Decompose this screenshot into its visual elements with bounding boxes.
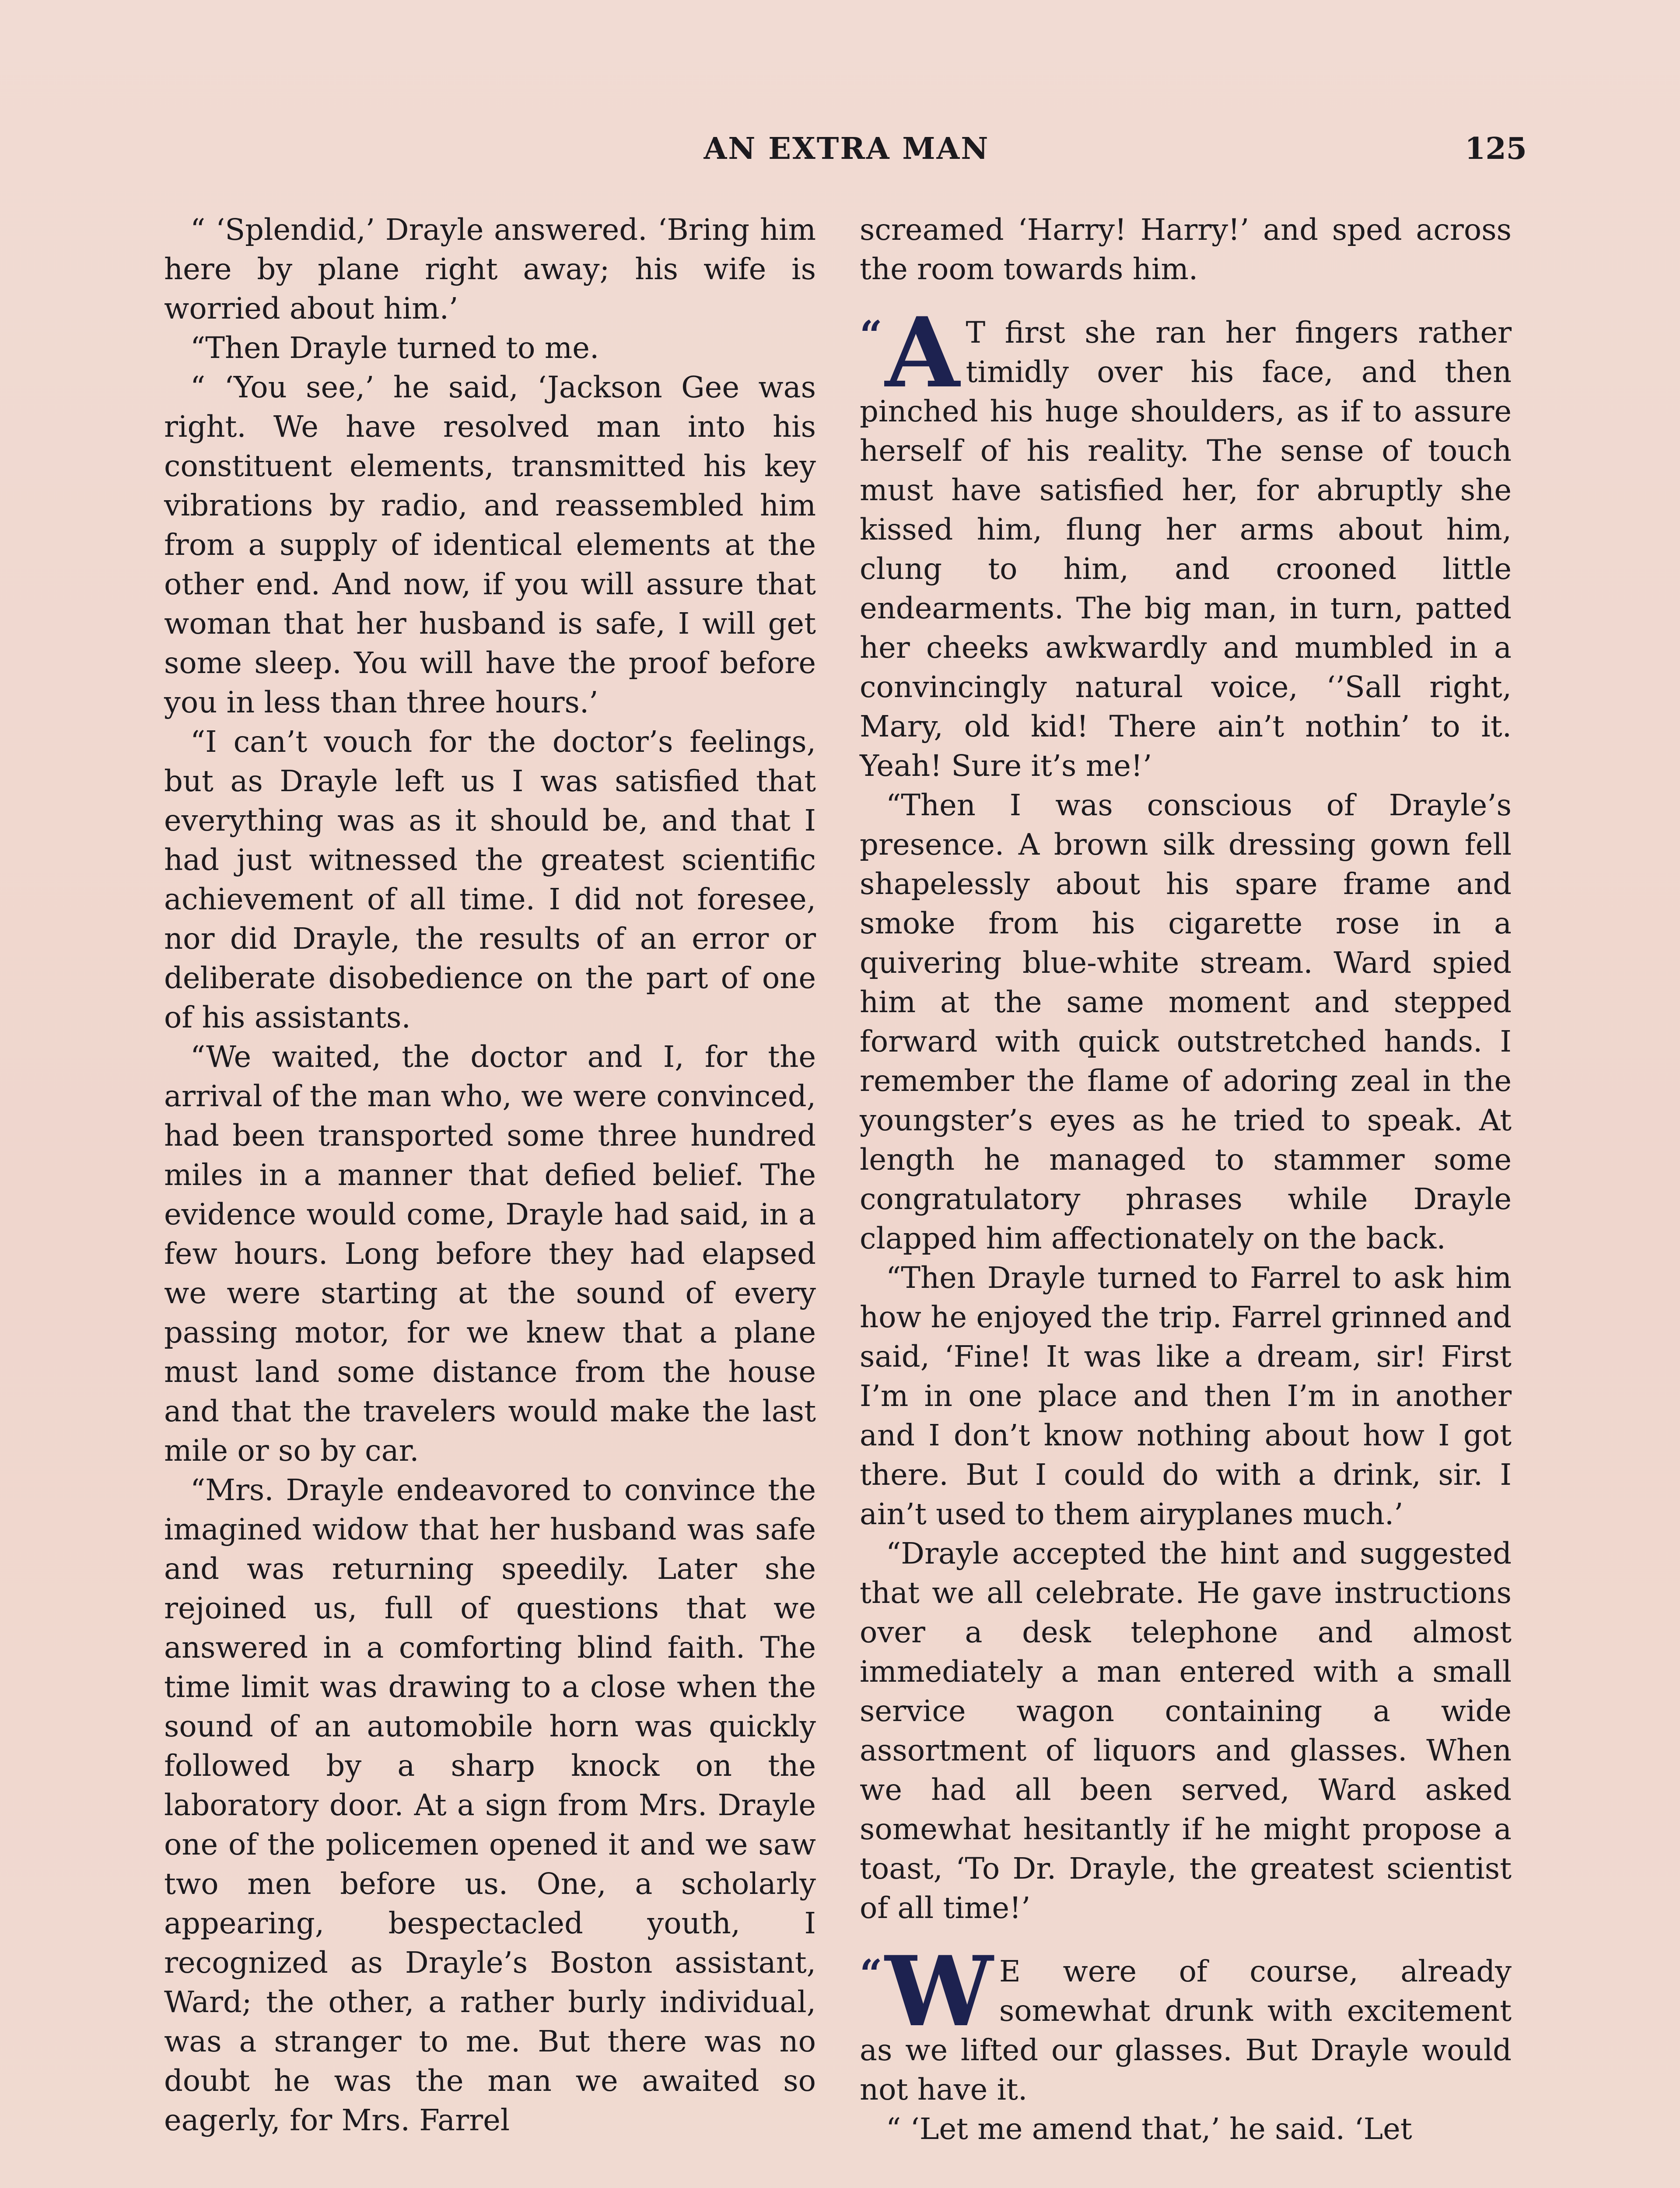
paragraph: “ ‘Splendid,’ Drayle answered. ‘Bring him here by plane right away; his wife is worried about him.’ <box>164 213 816 326</box>
section-opening-text: E were of course, already somewhat drunk with excitement as we lifted our glasses. But Drayle would not have it. <box>860 1954 1512 2107</box>
continued-paragraph: screamed ‘Harry! Harry!’ and sped across the room towards him. <box>860 213 1512 286</box>
running-header <box>166 131 1527 179</box>
paragraph: “ ‘You see,’ he said, ‘Jackson Gee was right. We have resolved man into his constituent elements, transmitted his key vibrations by radio, and reassembled him from a supply of identical elements at the other end. And now, if you will assure that woman that her husband is safe, I will get some sleep. You will have the proof before you in less than three hours.’ <box>164 370 816 719</box>
paragraph: “Mrs. Drayle endeavored to convince the imagined widow that her husband was safe and was returning speedily. Later she rejoined us, full of questions that we answered in a comforting blind faith. The time limit was drawing to a close when the sound of an automobile horn was quickly followed by a sharp knock on the laboratory door. At a sign from Mrs. Drayle one of the policemen opened it and we saw two men before us. One, a scholarly appearing, bespectacled youth, I recognized as Drayle’s Boston assistant, Ward; the other, a rather burly individual, was a stranger to me. But there was no doubt he was the man we awaited so eagerly, for Mrs. Farrel <box>164 1473 816 2137</box>
paragraph: “Then I was conscious of Drayle’s presence. A brown silk dressing gown fell shapelessly about his spare frame and smoke from his cigarette rose in a quivering blue-white stream. Ward spied him at the same moment and stepped forward with quick outstretched hands. I remember the flame of adoring zeal in the youngster’s eyes as he tried to speak. At length he managed to stammer some congratulatory phrases while Drayle clapped him affectionately on the back. <box>860 788 1512 1255</box>
drop-cap-letter: A <box>885 296 960 409</box>
section-opening-paragraph <box>860 1935 1512 2109</box>
paragraph: “I can’t vouch for the doctor’s feelings, but as Drayle left us I was satisfied that everything was as it should be, and that I had just witnessed the greatest scientific achievement of all time. I did not foresee, nor did Drayle, the results of an error or deliberate disobedience on the part of one of his assistants. <box>164 725 816 1034</box>
paragraph: “ ‘Let me amend that,’ he said. ‘Let <box>886 2112 1412 2146</box>
running-title: AN EXTRA MAN <box>704 131 990 166</box>
paragraph: “Then Drayle turned to me. <box>190 331 599 365</box>
drop-cap-letter: W <box>885 1935 993 2048</box>
paragraph: “Drayle accepted the hint and suggested that we all celebrate. He gave instructions over a desk telephone and almost immediately a man entered with a small service wagon containing a wide assortment of liquors and glasses. When we had all been served, Ward asked somewhat hesitantly if he might propose a toast, ‘To Dr. Drayle, the greatest scientist of all time!’ <box>860 1536 1512 1925</box>
left-column <box>164 210 816 2140</box>
page-number: 125 <box>1465 131 1527 166</box>
drop-cap: “A <box>860 296 960 409</box>
drop-cap: “W <box>860 1935 993 2048</box>
section-opening-text: T first she ran her fingers rather timidly over his face, and then pinched his huge shoulders, as if to assure herself of his reality. The sense of touch must have satisfied her, for abruptly she kissed him, flung her arms about him, clung to him, and crooned little endearments. The big man, in turn, patted her cheeks awkwardly and mumbled in a convincingly natural voice, ‘’Sall right, Mary, old kid! There ain’t nothin’ to it. Yeah! Sure it’s me!’ <box>860 316 1512 783</box>
paragraph: “We waited, the doctor and I, for the arrival of the man who, we were convinced, had been transported some three hundred miles in a manner that defied belief. The evidence would come, Drayle had said, in a few hours. Long before they had elapsed we were starting at the sound of every passing motor, for we knew that a plane must land some distance from the house and that the travelers would make the last mile or so by car. <box>164 1040 816 1468</box>
section-opening-paragraph <box>860 296 1512 785</box>
paragraph: “Then Drayle turned to Farrel to ask him how he enjoyed the trip. Farrel grinned and said, ‘Fine! It was like a dream, sir! First I’m in one place and then I’m in another and I don’t know nothing about how I got there. But I could do with a drink, sir. I ain’t used to them airyplanes much.’ <box>860 1261 1512 1531</box>
right-column <box>860 210 1512 2149</box>
